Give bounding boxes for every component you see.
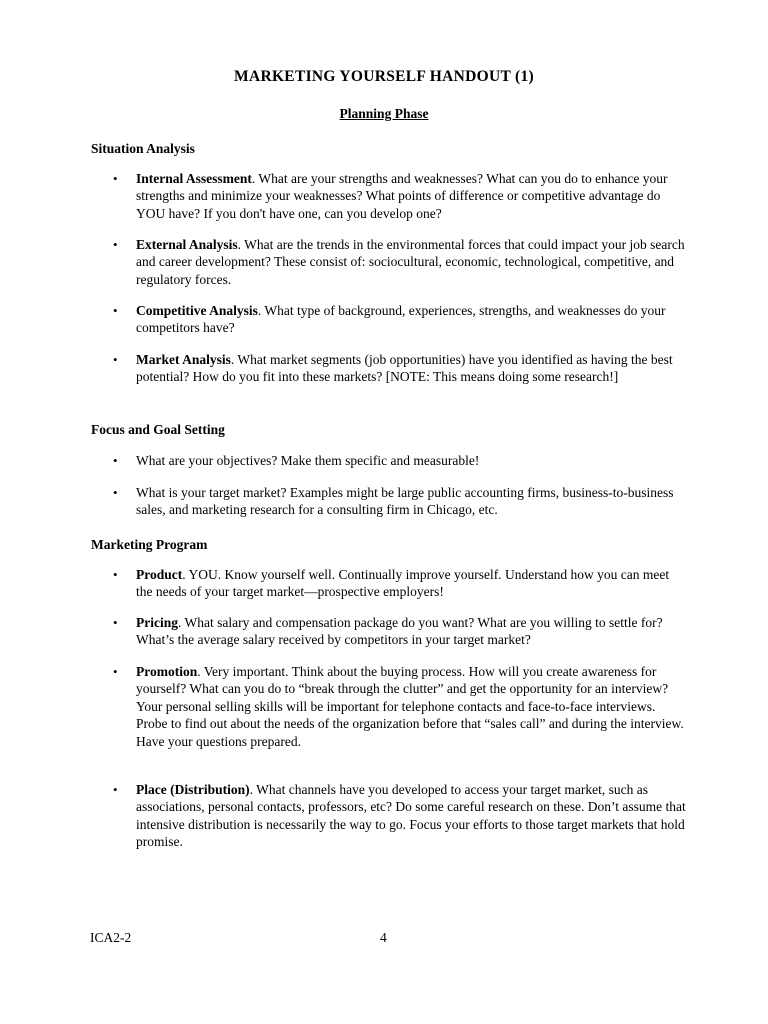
item-text: . YOU. Know yourself well. Continually improve yourself. Understand how you can meet the needs of your target market—prospective employers! xyxy=(136,567,670,600)
item-term: Promotion xyxy=(136,664,198,679)
list-item-promotion xyxy=(136,663,686,750)
bullet-icon: • xyxy=(113,453,118,468)
list-item-objectives xyxy=(136,452,686,469)
item-text: . What are the trends in the environmental forces that could impact your job search and career development? These consist of: sociocultural, economic, technological, competitive, and regulatory forces. xyxy=(136,237,685,287)
item-term: Product xyxy=(136,567,183,582)
item-text: What are your objectives? Make them specific and measurable! xyxy=(136,453,480,468)
footer-page-number: 4 xyxy=(380,930,387,945)
item-text: . What market segments (job opportunities) have you identified as having the best potential? How do you fit into these markets? [NOTE: This means doing some research!] xyxy=(136,352,673,385)
list-item-pricing xyxy=(136,614,686,649)
item-term: Internal Assessment xyxy=(136,171,252,186)
item-term: Competitive Analysis xyxy=(136,303,258,318)
item-term: Market Analysis xyxy=(136,352,231,367)
bullet-icon: • xyxy=(113,782,118,797)
document-title: MARKETING YOURSELF HANDOUT (1) xyxy=(234,68,534,85)
item-text: . What type of background, experiences, strengths, and weaknesses do your competitors have? xyxy=(136,303,666,336)
item-term: Place (Distribution) xyxy=(136,782,250,797)
item-term: External Analysis xyxy=(136,237,238,252)
section-heading-marketing-program: Marketing Program xyxy=(91,537,208,552)
bullet-icon: • xyxy=(113,485,118,500)
bullet-icon: • xyxy=(113,237,118,252)
list-item-target-market xyxy=(136,484,686,519)
list-item-internal-assessment xyxy=(136,170,686,222)
item-text: . What salary and compensation package do you want? What are you willing to settle for? What’s the average salary received by competitors in your target market? xyxy=(136,615,663,648)
item-text: . Very important. Think about the buying process. How will you create awareness for yourself? What can you do to “break through the clutter” and get the opportunity for an interview? Your personal selling skills will be important for telephone contacts and face-to-face interviews. Probe to find out about the needs of the organization before that “sales call” and during the interview. Have your questions prepared. xyxy=(136,664,684,749)
bullet-icon: • xyxy=(113,664,118,679)
bullet-icon: • xyxy=(113,615,118,630)
list-item-product xyxy=(136,566,686,601)
item-text: What is your target market? Examples might be large public accounting firms, business-to-business sales, and marketing research for a consulting firm in Chicago, etc. xyxy=(136,485,674,518)
bullet-icon: • xyxy=(113,352,118,367)
list-item-competitive-analysis xyxy=(136,302,686,337)
document-subtitle: Planning Phase xyxy=(339,106,429,121)
bullet-icon: • xyxy=(113,567,118,582)
bullet-icon: • xyxy=(113,303,118,318)
item-term: Pricing xyxy=(136,615,178,630)
bullet-icon: • xyxy=(113,171,118,186)
section-heading-focus-goal-setting: Focus and Goal Setting xyxy=(91,422,225,437)
list-item-place-distribution xyxy=(136,781,686,851)
list-item-external-analysis xyxy=(136,236,686,288)
section-heading-situation-analysis: Situation Analysis xyxy=(91,141,195,156)
item-text: . What are your strengths and weaknesses? What can you do to enhance your strengths and minimize your weaknesses? What points of difference or competitive advantage do YOU have? If you don't have one, can you develop one? xyxy=(136,171,668,221)
item-text: . What channels have you developed to access your target market, such as associations, personal contacts, professors, etc? Do some careful research on these. Don’t assume that intensive distribution is necessarily the way to go. Focus your efforts to those target markets that hold promise. xyxy=(136,782,686,850)
footer-document-code: ICA2-2 xyxy=(90,930,132,945)
list-item-market-analysis xyxy=(136,351,686,386)
